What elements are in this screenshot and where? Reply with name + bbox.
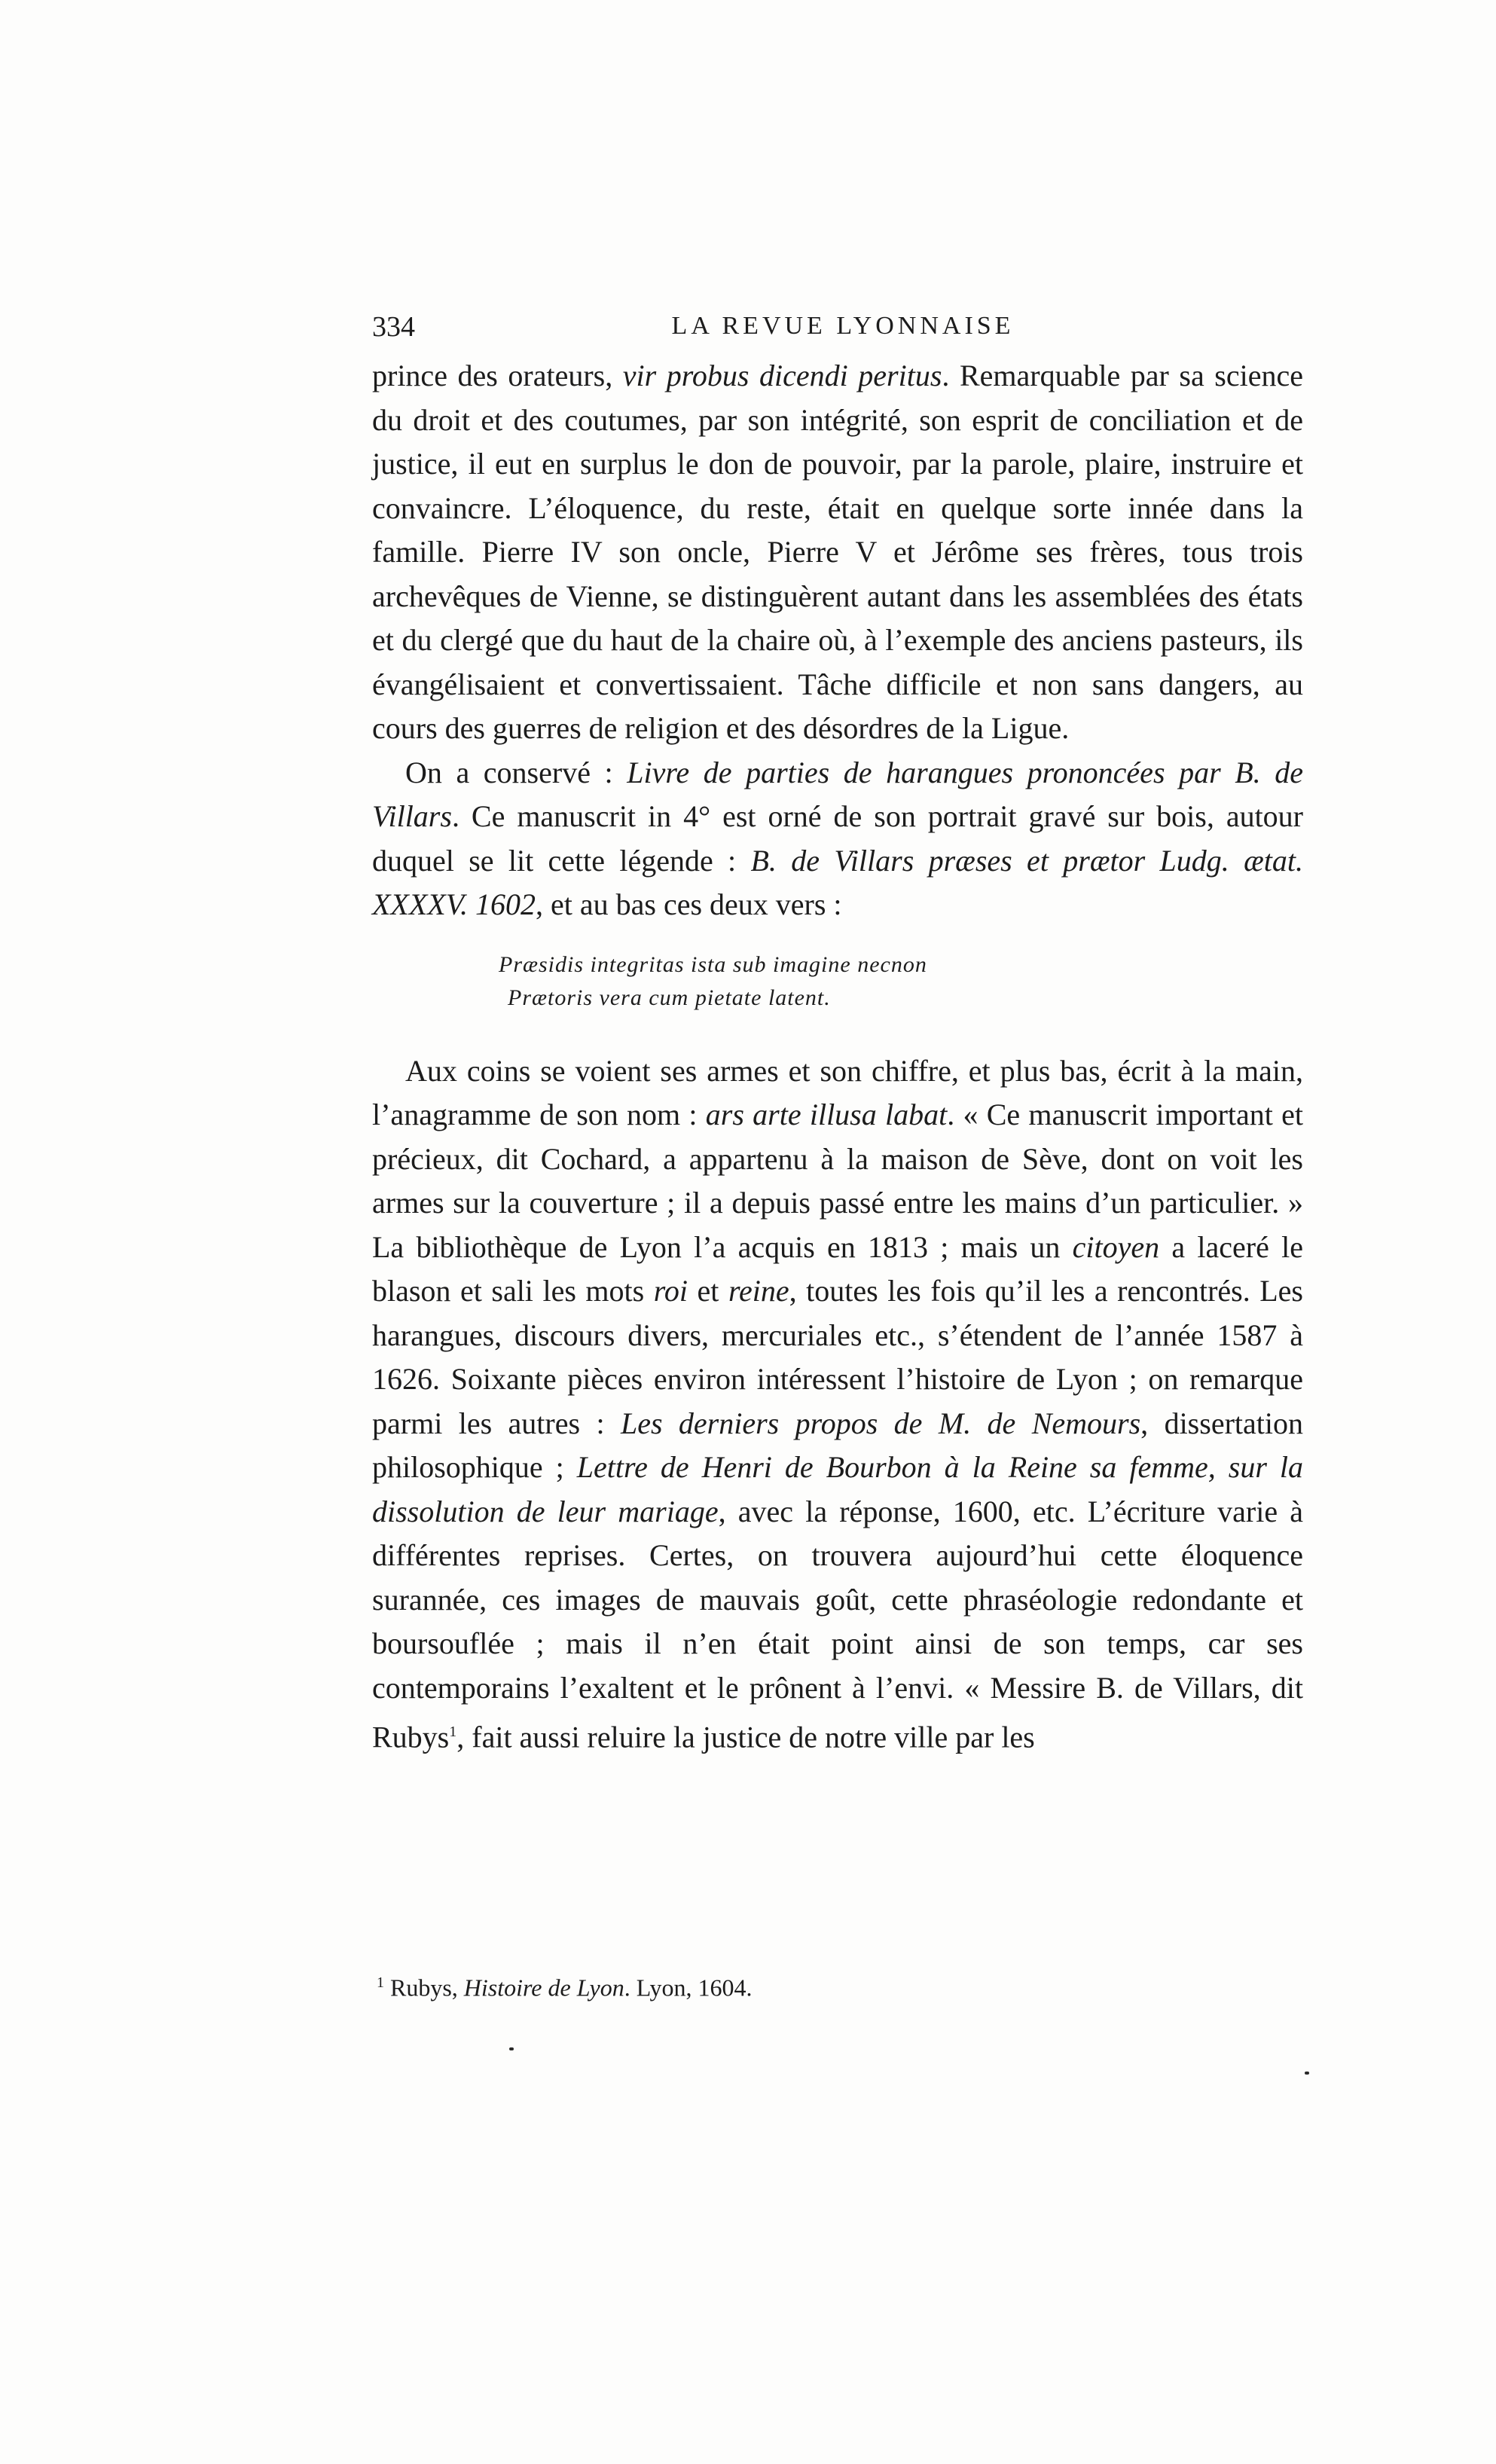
- paragraph-3-italic-2: citoyen: [1072, 1229, 1160, 1264]
- print-speck: [509, 2047, 514, 2050]
- paragraph-3-text-6: , dissertation philosophique ;: [372, 1406, 1303, 1484]
- body-text: [372, 354, 1303, 1760]
- paragraph-3-text-1: Aux coins se voient ses armes et son chiffre, et plus bas, écrit à la main, l’anagramme de son nom :: [372, 1053, 1303, 1131]
- paragraph-2-text-2: . Ce manuscrit in 4° est orné de son portrait gravé sur bois, autour duquel se lit cette légende :: [372, 799, 1303, 878]
- paragraph-3: [372, 1049, 1303, 1760]
- paragraph-3-italic-1: ars arte illusa labat: [705, 1098, 948, 1131]
- paragraph-3-italic-6: Lettre de Henri de Bourbon à la Reine sa femme, sur la dissolution de leur mariage: [372, 1450, 1304, 1528]
- paragraph-1-text-1: prince des orateurs,: [372, 359, 623, 392]
- paragraph-1: [372, 354, 1303, 751]
- print-speck: [1305, 2072, 1309, 2075]
- footnote-mark: 1: [377, 1974, 384, 1991]
- footnote-reference: 1: [449, 1724, 457, 1740]
- paragraph-2-italic-2: B. de Villars præses et prætor Ludg. ætat. XXXXV. 1602: [372, 843, 1303, 921]
- footnote-text-2: . Lyon, 1604.: [624, 1974, 753, 2001]
- page-number: 334: [372, 311, 415, 343]
- paragraph-3-text-4: et: [687, 1274, 728, 1308]
- page-header: [372, 301, 1314, 347]
- verse-line-2: Prætoris vera cum pietate latent.: [508, 985, 831, 1010]
- footnote: [377, 1966, 1303, 2004]
- paragraph-2-text-3: , et au bas ces deux vers :: [536, 887, 842, 921]
- paragraph-3-italic-5: Les derniers propos de M. de Nemours: [620, 1406, 1141, 1440]
- paragraph-3-italic-3: roi: [653, 1274, 688, 1308]
- paragraph-2-italic-1: Livre de parties de harangues prononcées par B. de Villars: [372, 755, 1304, 833]
- latin-verse: [372, 948, 1303, 1015]
- paragraph-3-text-8: , fait aussi reluire la justice de notre ville par les: [456, 1720, 1035, 1754]
- paragraph-3-italic-4: reine: [728, 1274, 789, 1308]
- verse-line-1: Præsidis integritas ista sub imagine necnon: [499, 951, 927, 977]
- paragraph-3-text-2: . « Ce manuscrit important et précieux, dit Cochard, a appartenu à la maison de Sève, dont on voit les armes sur la couverture ; il a depuis passé entre les mains d’un particulier. » La bibliothèque de Lyon l’a acquis en 1813 ; mais un: [372, 1098, 1304, 1264]
- paragraph-2-text-1: On a conservé :: [405, 755, 627, 789]
- paragraph-3-text-7: , avec la réponse, 1600, etc. L’écriture varie à différentes reprises. Certes, on trouvera aujourd’hui cette éloquence surannée, ces images de mauvais goût, cette phraséologie redondante et boursouflée ; mais il n’en était point ainsi de son temps, car ses contemporains l’exaltent et le prônent à l’envi. « Messire B. de Villars, dit Rubys: [372, 1494, 1304, 1754]
- paragraph-3-text-5: , toutes les fois qu’il les a rencontrés. Les harangues, discours divers, mercuriales etc., s’étendent de l’année 1587 à 1626. Soixante pièces environ intéressent l’histoire de Lyon ; on remarque parmi les autres :: [372, 1274, 1303, 1440]
- running-title: LA REVUE LYONNAISE: [671, 312, 1015, 340]
- footnote-italic-1: Histoire de Lyon: [463, 1974, 624, 2001]
- footnote-text-1: Rubys,: [384, 1974, 464, 2001]
- paragraph-1-italic-1: vir probus dicendi peritus: [622, 359, 942, 392]
- paragraph-3-text-3: a laceré le blason et sali les mots: [372, 1229, 1303, 1308]
- paragraph-1-text-2: . Remarquable par sa science du droit et des coutumes, par son intégrité, son esprit de conciliation et de justice, il eut en surplus le don de pouvoir, par la parole, plaire, instruire et convaincre. L’éloquence, du reste, était en quelque sorte innée dans la famille. Pierre IV son oncle, Pierre V et Jérôme ses frères, tous trois archevêques de Vienne, se distinguèrent autant dans les assemblées des états et du clergé que du haut de la chaire où, à l’exemple des anciens pasteurs, ils évangélisaient et convertissaient. Tâche difficile et non sans dangers, au cours des guerres de religion et des désordres de la Ligue.: [372, 359, 1303, 745]
- paragraph-2: [372, 751, 1303, 927]
